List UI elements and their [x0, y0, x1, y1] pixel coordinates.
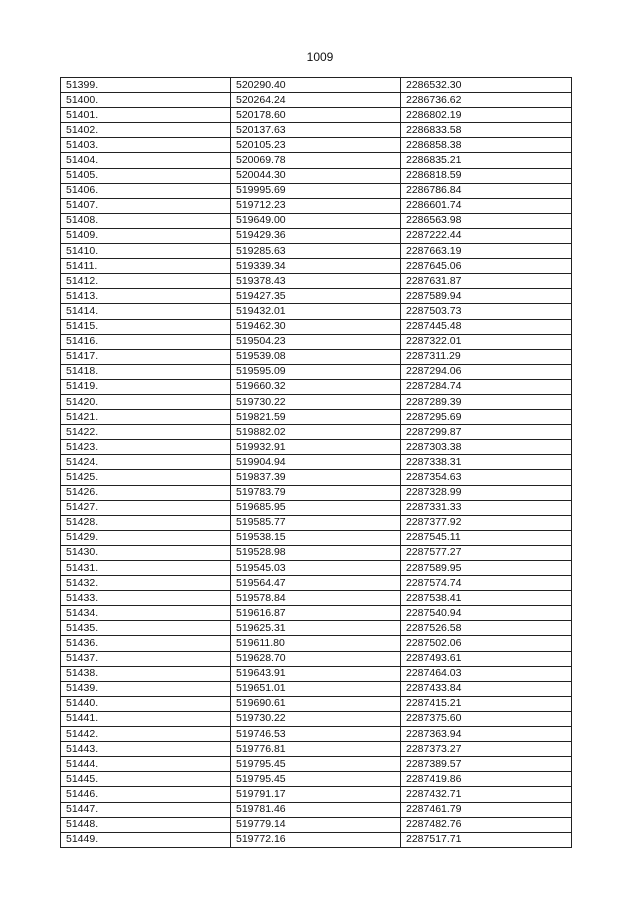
easting-cell: 519821.59 [231, 410, 401, 425]
table-row [61, 153, 572, 168]
point-number-cell: 51440. [61, 696, 231, 711]
northing-cell: 2287419.86 [401, 772, 572, 787]
easting-cell: 519545.03 [231, 561, 401, 576]
easting-cell: 519795.45 [231, 772, 401, 787]
northing-cell: 2287538.41 [401, 591, 572, 606]
northing-cell: 2287331.33 [401, 500, 572, 515]
easting-cell: 519685.95 [231, 500, 401, 515]
northing-cell: 2287577.27 [401, 545, 572, 560]
easting-cell: 519429.36 [231, 228, 401, 243]
northing-cell: 2287461.79 [401, 802, 572, 817]
point-number-cell: 51431. [61, 561, 231, 576]
point-number-cell: 51413. [61, 289, 231, 304]
table-row [61, 757, 572, 772]
northing-cell: 2287299.87 [401, 425, 572, 440]
northing-cell: 2286601.74 [401, 198, 572, 213]
northing-cell: 2287517.71 [401, 832, 572, 847]
table-row [61, 802, 572, 817]
easting-cell: 519779.14 [231, 817, 401, 832]
point-number-cell: 51414. [61, 304, 231, 319]
table-row [61, 591, 572, 606]
point-number-cell: 51425. [61, 470, 231, 485]
table-row [61, 515, 572, 530]
table-row [61, 168, 572, 183]
point-number-cell: 51419. [61, 379, 231, 394]
table-row [61, 681, 572, 696]
easting-cell: 519904.94 [231, 455, 401, 470]
easting-cell: 520290.40 [231, 78, 401, 93]
table-row [61, 530, 572, 545]
point-number-cell: 51406. [61, 183, 231, 198]
point-number-cell: 51446. [61, 787, 231, 802]
northing-cell: 2287432.71 [401, 787, 572, 802]
easting-cell: 519772.16 [231, 832, 401, 847]
easting-cell: 520105.23 [231, 138, 401, 153]
northing-cell: 2286736.62 [401, 93, 572, 108]
northing-cell: 2287284.74 [401, 379, 572, 394]
point-number-cell: 51430. [61, 545, 231, 560]
northing-cell: 2287303.38 [401, 440, 572, 455]
table-row [61, 274, 572, 289]
northing-cell: 2287415.21 [401, 696, 572, 711]
table-row [61, 108, 572, 123]
point-number-cell: 51415. [61, 319, 231, 334]
table-row [61, 123, 572, 138]
point-number-cell: 51429. [61, 530, 231, 545]
easting-cell: 519643.91 [231, 666, 401, 681]
easting-cell: 519882.02 [231, 425, 401, 440]
northing-cell: 2287377.92 [401, 515, 572, 530]
easting-cell: 519995.69 [231, 183, 401, 198]
northing-cell: 2287502.06 [401, 636, 572, 651]
table-row [61, 561, 572, 576]
point-number-cell: 51426. [61, 485, 231, 500]
coordinates-table [60, 77, 572, 848]
easting-cell: 519625.31 [231, 621, 401, 636]
easting-cell: 519432.01 [231, 304, 401, 319]
northing-cell: 2286818.59 [401, 168, 572, 183]
easting-cell: 519427.35 [231, 289, 401, 304]
northing-cell: 2287311.29 [401, 349, 572, 364]
northing-cell: 2287373.27 [401, 742, 572, 757]
northing-cell: 2287631.87 [401, 274, 572, 289]
point-number-cell: 51418. [61, 364, 231, 379]
table-row [61, 410, 572, 425]
table-row [61, 93, 572, 108]
table-row [61, 470, 572, 485]
easting-cell: 519539.08 [231, 349, 401, 364]
point-number-cell: 51435. [61, 621, 231, 636]
table-row [61, 289, 572, 304]
northing-cell: 2287338.31 [401, 455, 572, 470]
table-row [61, 621, 572, 636]
table-row [61, 394, 572, 409]
northing-cell: 2286802.19 [401, 108, 572, 123]
table-row [61, 832, 572, 847]
table-row [61, 666, 572, 681]
point-number-cell: 51422. [61, 425, 231, 440]
northing-cell: 2287589.95 [401, 561, 572, 576]
point-number-cell: 51404. [61, 153, 231, 168]
easting-cell: 519712.23 [231, 198, 401, 213]
point-number-cell: 51409. [61, 228, 231, 243]
point-number-cell: 51401. [61, 108, 231, 123]
point-number-cell: 51445. [61, 772, 231, 787]
easting-cell: 519285.63 [231, 244, 401, 259]
northing-cell: 2287663.19 [401, 244, 572, 259]
northing-cell: 2287445.48 [401, 319, 572, 334]
easting-cell: 519595.09 [231, 364, 401, 379]
table-row [61, 545, 572, 560]
northing-cell: 2286833.58 [401, 123, 572, 138]
table-row [61, 425, 572, 440]
table-row [61, 606, 572, 621]
easting-cell: 519564.47 [231, 576, 401, 591]
easting-cell: 519651.01 [231, 681, 401, 696]
easting-cell: 519628.70 [231, 651, 401, 666]
easting-cell: 519538.15 [231, 530, 401, 545]
easting-cell: 520137.63 [231, 123, 401, 138]
point-number-cell: 51434. [61, 606, 231, 621]
point-number-cell: 51423. [61, 440, 231, 455]
northing-cell: 2287540.94 [401, 606, 572, 621]
northing-cell: 2287294.06 [401, 364, 572, 379]
easting-cell: 520264.24 [231, 93, 401, 108]
point-number-cell: 51427. [61, 500, 231, 515]
point-number-cell: 51410. [61, 244, 231, 259]
point-number-cell: 51399. [61, 78, 231, 93]
point-number-cell: 51428. [61, 515, 231, 530]
table-row [61, 455, 572, 470]
easting-cell: 519611.80 [231, 636, 401, 651]
table-row [61, 576, 572, 591]
point-number-cell: 51421. [61, 410, 231, 425]
easting-cell: 519776.81 [231, 742, 401, 757]
easting-cell: 519660.32 [231, 379, 401, 394]
table-row [61, 787, 572, 802]
point-number-cell: 51436. [61, 636, 231, 651]
northing-cell: 2287503.73 [401, 304, 572, 319]
point-number-cell: 51438. [61, 666, 231, 681]
table-row [61, 183, 572, 198]
easting-cell: 519690.61 [231, 696, 401, 711]
easting-cell: 519746.53 [231, 727, 401, 742]
northing-cell: 2287222.44 [401, 228, 572, 243]
table-row [61, 364, 572, 379]
northing-cell: 2287354.63 [401, 470, 572, 485]
point-number-cell: 51442. [61, 727, 231, 742]
easting-cell: 520069.78 [231, 153, 401, 168]
easting-cell: 519730.22 [231, 394, 401, 409]
northing-cell: 2287482.76 [401, 817, 572, 832]
point-number-cell: 51441. [61, 711, 231, 726]
table-row [61, 244, 572, 259]
table-row [61, 742, 572, 757]
table-row [61, 228, 572, 243]
northing-cell: 2287574.74 [401, 576, 572, 591]
point-number-cell: 51408. [61, 213, 231, 228]
northing-cell: 2286835.21 [401, 153, 572, 168]
northing-cell: 2287493.61 [401, 651, 572, 666]
table-row [61, 138, 572, 153]
easting-cell: 519504.23 [231, 334, 401, 349]
northing-cell: 2287289.39 [401, 394, 572, 409]
northing-cell: 2287328.99 [401, 485, 572, 500]
table-row [61, 772, 572, 787]
table-row [61, 696, 572, 711]
table-row [61, 334, 572, 349]
northing-cell: 2287375.60 [401, 711, 572, 726]
table-row [61, 78, 572, 93]
easting-cell: 519791.17 [231, 787, 401, 802]
easting-cell: 519578.84 [231, 591, 401, 606]
easting-cell: 519339.34 [231, 259, 401, 274]
northing-cell: 2287389.57 [401, 757, 572, 772]
point-number-cell: 51437. [61, 651, 231, 666]
northing-cell: 2287645.06 [401, 259, 572, 274]
easting-cell: 519837.39 [231, 470, 401, 485]
point-number-cell: 51444. [61, 757, 231, 772]
table-row [61, 651, 572, 666]
table-row [61, 711, 572, 726]
point-number-cell: 51443. [61, 742, 231, 757]
easting-cell: 520044.30 [231, 168, 401, 183]
northing-cell: 2286786.84 [401, 183, 572, 198]
table-row [61, 259, 572, 274]
easting-cell: 519783.79 [231, 485, 401, 500]
table-row [61, 319, 572, 334]
table-row [61, 485, 572, 500]
easting-cell: 519462.30 [231, 319, 401, 334]
point-number-cell: 51417. [61, 349, 231, 364]
point-number-cell: 51416. [61, 334, 231, 349]
easting-cell: 519932.91 [231, 440, 401, 455]
point-number-cell: 51420. [61, 394, 231, 409]
point-number-cell: 51424. [61, 455, 231, 470]
table-row [61, 500, 572, 515]
northing-cell: 2287363.94 [401, 727, 572, 742]
point-number-cell: 51432. [61, 576, 231, 591]
point-number-cell: 51405. [61, 168, 231, 183]
point-number-cell: 51448. [61, 817, 231, 832]
table-row [61, 304, 572, 319]
point-number-cell: 51439. [61, 681, 231, 696]
table-row [61, 817, 572, 832]
easting-cell: 520178.60 [231, 108, 401, 123]
point-number-cell: 51407. [61, 198, 231, 213]
northing-cell: 2286858.38 [401, 138, 572, 153]
table-row [61, 440, 572, 455]
table-row [61, 379, 572, 394]
easting-cell: 519378.43 [231, 274, 401, 289]
point-number-cell: 51449. [61, 832, 231, 847]
easting-cell: 519528.98 [231, 545, 401, 560]
point-number-cell: 51403. [61, 138, 231, 153]
easting-cell: 519649.00 [231, 213, 401, 228]
point-number-cell: 51447. [61, 802, 231, 817]
page-number: 1009 [306, 50, 334, 64]
northing-cell: 2287526.58 [401, 621, 572, 636]
easting-cell: 519585.77 [231, 515, 401, 530]
easting-cell: 519616.87 [231, 606, 401, 621]
easting-cell: 519730.22 [231, 711, 401, 726]
table-row [61, 349, 572, 364]
northing-cell: 2286563.98 [401, 213, 572, 228]
northing-cell: 2287433.84 [401, 681, 572, 696]
northing-cell: 2286532.30 [401, 78, 572, 93]
easting-cell: 519795.45 [231, 757, 401, 772]
point-number-cell: 51411. [61, 259, 231, 274]
point-number-cell: 51433. [61, 591, 231, 606]
point-number-cell: 51402. [61, 123, 231, 138]
point-number-cell: 51400. [61, 93, 231, 108]
northing-cell: 2287589.94 [401, 289, 572, 304]
table-row [61, 636, 572, 651]
table-row [61, 213, 572, 228]
northing-cell: 2287295.69 [401, 410, 572, 425]
northing-cell: 2287464.03 [401, 666, 572, 681]
easting-cell: 519781.46 [231, 802, 401, 817]
table-row [61, 727, 572, 742]
point-number-cell: 51412. [61, 274, 231, 289]
northing-cell: 2287322.01 [401, 334, 572, 349]
table-row [61, 198, 572, 213]
northing-cell: 2287545.11 [401, 530, 572, 545]
coordinates-table-body [61, 78, 572, 848]
